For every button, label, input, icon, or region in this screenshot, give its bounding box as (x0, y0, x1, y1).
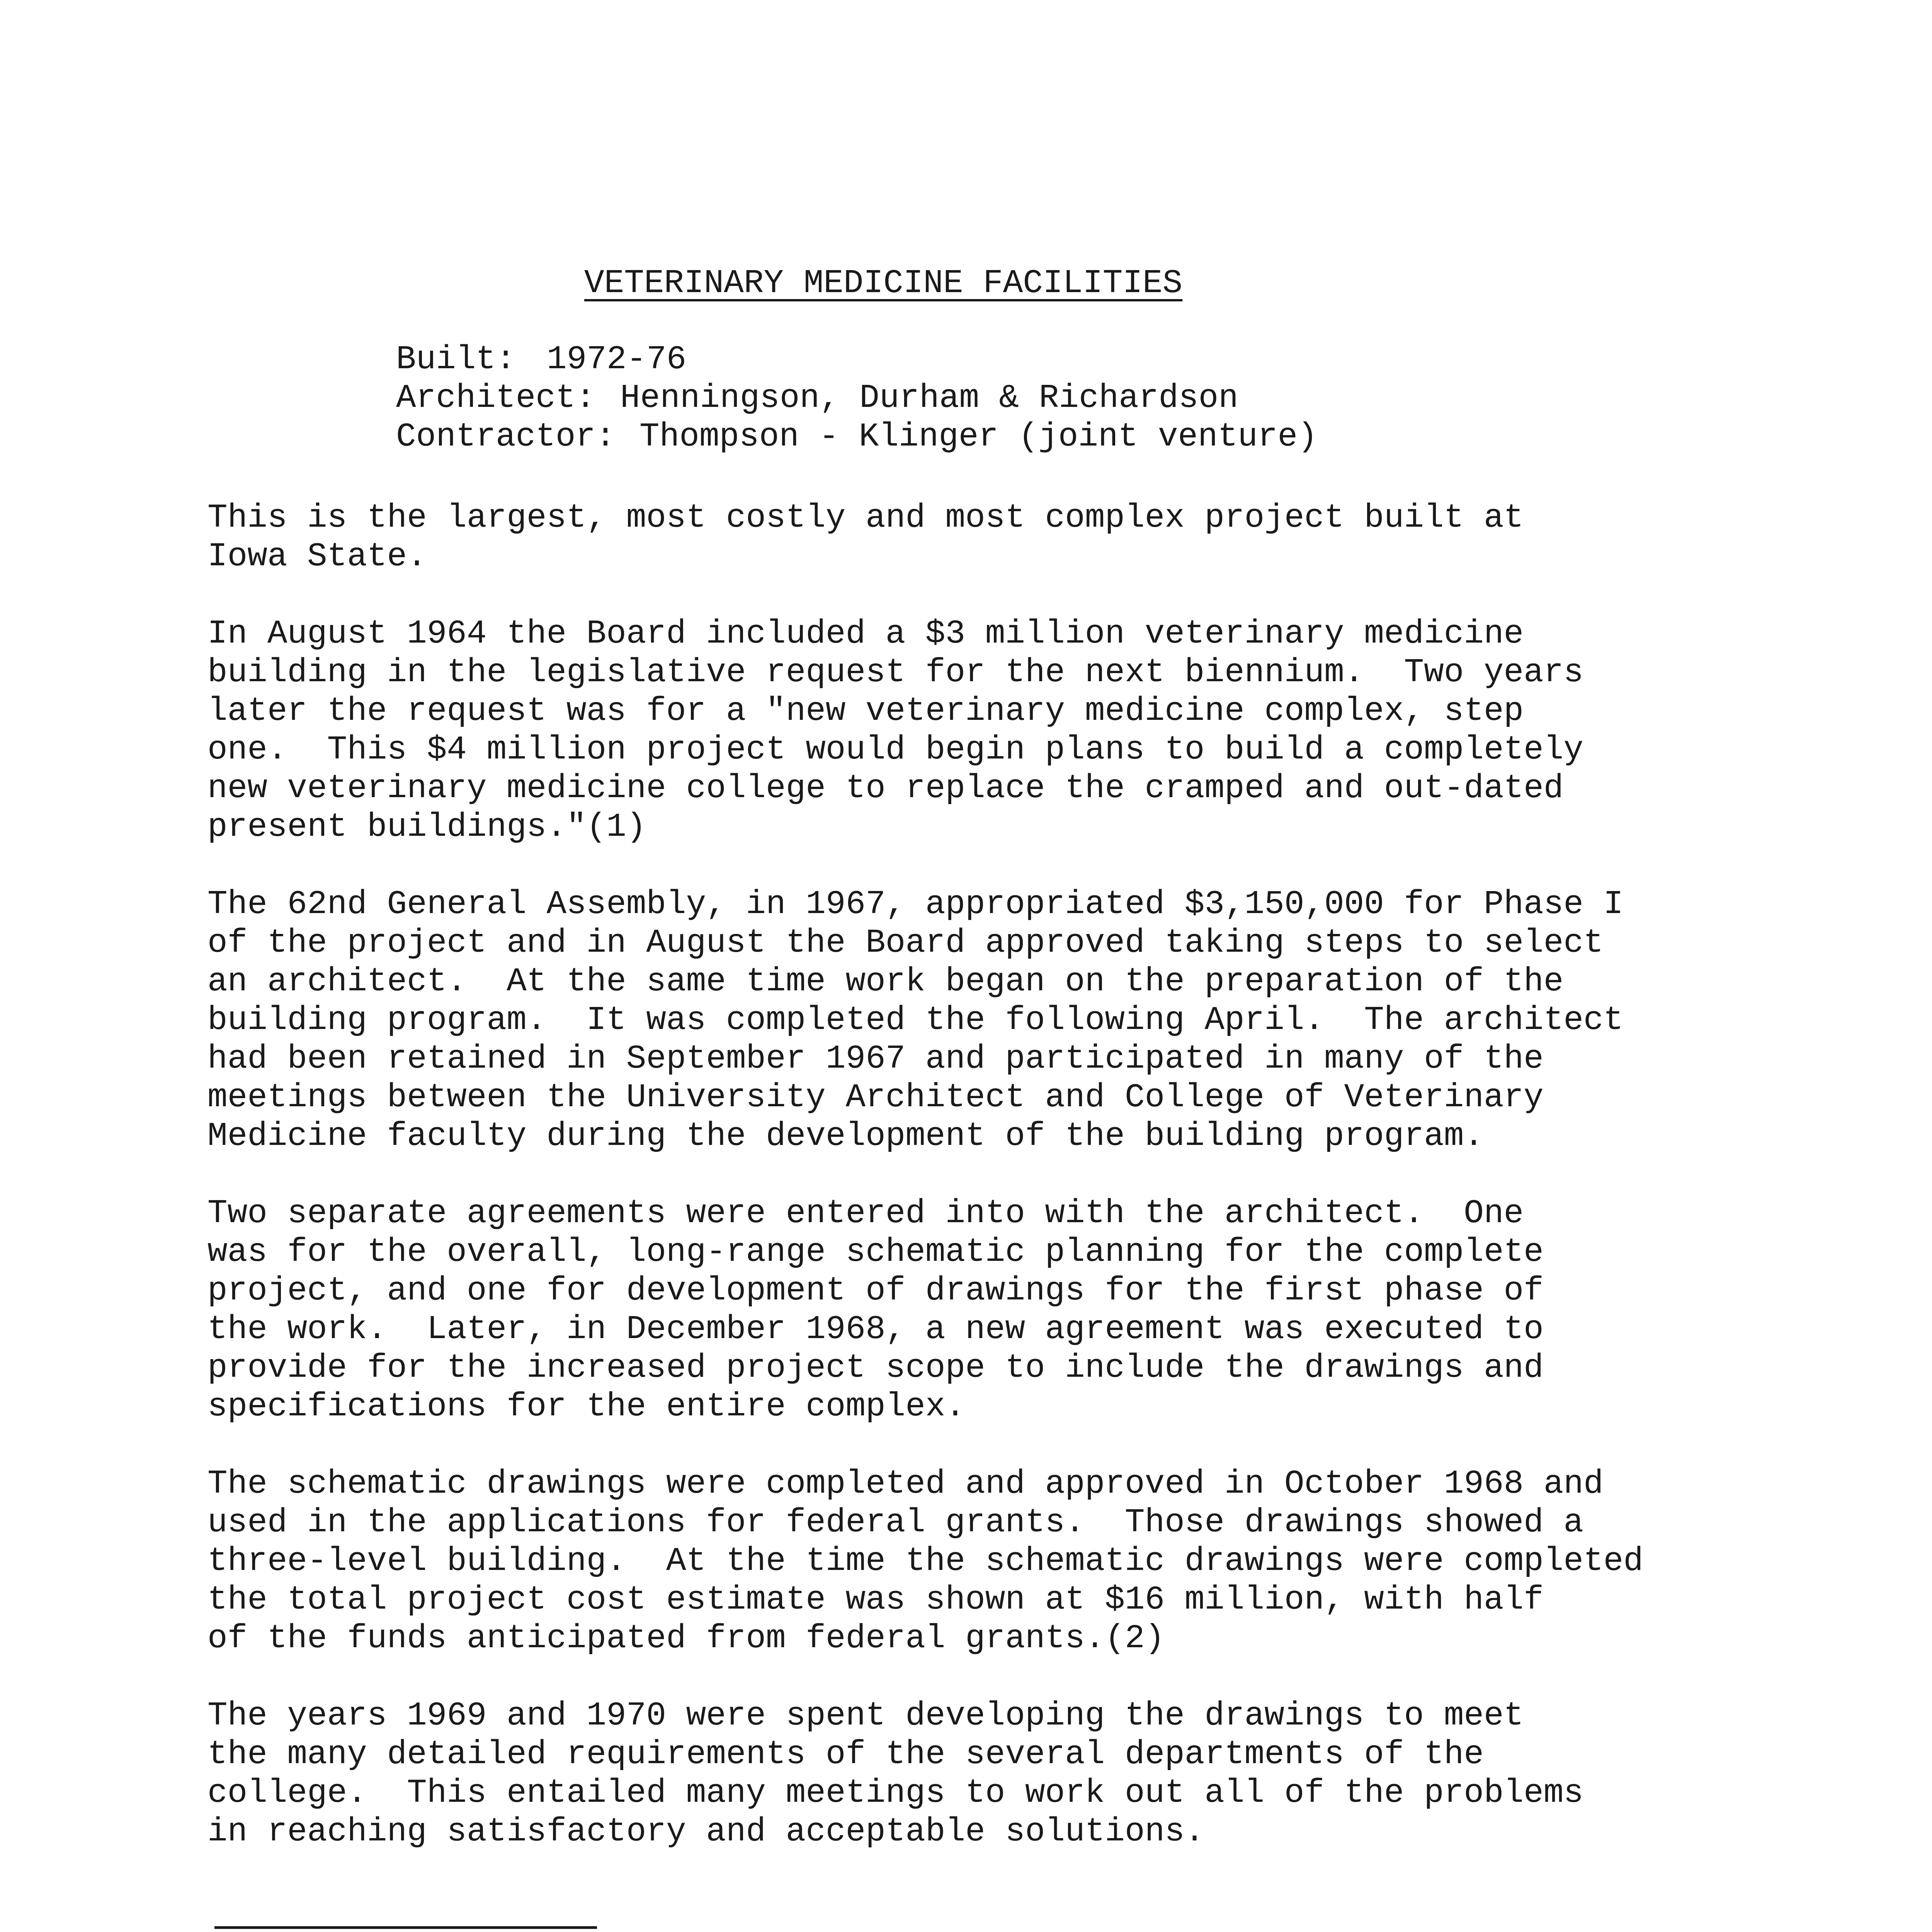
paragraph-intro: This is the largest, most costly and most complex project built at Iowa State. (207, 499, 1524, 575)
built-label: Built: (396, 340, 516, 378)
contractor-row (396, 417, 1318, 456)
building-metadata (396, 340, 1318, 456)
body-text (207, 498, 1830, 1889)
paragraph-agreements: Two separate agreements were entered into with the architect. One was for the overall, long-range schematic planning for the complete project, and one for development of drawings for the first phase of the work. Later, in December 1968, a new agreement was executed to provide for the increased project scope to include the drawings and specifications for the entire complex. (207, 1194, 1544, 1425)
contractor-label: Contractor: (396, 418, 616, 456)
paragraph-schematic-drawings: The schematic drawings were completed and approved in October 1968 and used in the applications for federal grants. Those drawings showed a three-level building. At the time the schematic drawings were completed the total project cost estimate was shown at $16 million, with half of the funds anticipated from federal grants.(2) (207, 1465, 1643, 1657)
paragraph-1969-1970: The years 1969 and 1970 were spent developing the drawings to meet the many detailed requirements of the several departments of the college. This entailed many meetings to work out all of the problems in reaching satisfactory and acceptable solutions. (207, 1697, 1583, 1850)
architect-row (396, 379, 1318, 417)
page-title: VETERINARY MEDICINE FACILITIES (584, 264, 1183, 302)
architect-value: Henningson, Durham & Richardson (620, 379, 1238, 417)
architect-label: Architect: (396, 379, 596, 417)
paragraph-1964-request: In August 1964 the Board included a $3 million veterinary medicine building in the legislative request for the next biennium. Two years later the request was for a "new veterinary medicine complex, step one. This $4 million project would begin plans to build a completely new veterinary medicine college to replace the cramped and out-dated present buildings."(1) (207, 615, 1583, 846)
contractor-value: Thompson - Klinger (joint venture) (639, 418, 1318, 456)
paragraph-general-assembly: The 62nd General Assembly, in 1967, appropriated $3,150,000 for Phase I of the project and in August the Board approved taking steps to select an architect. At the same time work began on the preparation of the building program. It was completed the following April. The architect had been retained in September 1967 and participated in many of the meetings between the University Architect and College of Veterinary Medicine faculty during the development of the building program. (207, 885, 1624, 1155)
built-value: 1972-76 (547, 340, 687, 378)
footnote-divider (214, 1926, 597, 1929)
built-row (396, 340, 1318, 379)
